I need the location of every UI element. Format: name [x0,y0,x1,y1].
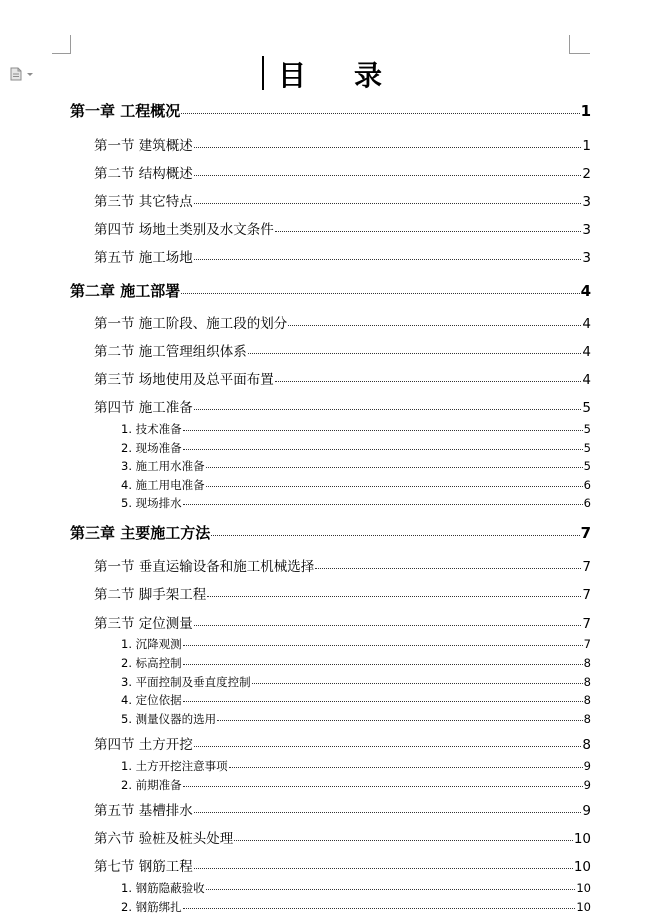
toc-entry-label: 第三章 主要施工方法 [70,524,211,542]
toc-dot-leader [275,381,582,382]
toc-entry[interactable] [94,733,591,753]
toc-dot-leader [217,720,583,721]
toc-entry[interactable] [121,636,591,652]
toc-entry[interactable] [94,246,591,266]
toc-entry-page: 7 [582,559,591,575]
toc-entry[interactable] [121,777,591,793]
toc-entry[interactable] [121,711,591,727]
toc-entry[interactable] [94,396,591,416]
toc-entry-label: 第四节 施工准备 [94,400,193,416]
toc-entry[interactable] [70,280,591,301]
toc-dot-leader [252,683,583,684]
toc-entry[interactable] [94,583,591,603]
toc-entry-page: 9 [582,803,591,819]
toc-entry[interactable] [94,218,591,238]
toc-entry[interactable] [121,880,591,896]
toc-dot-leader [315,568,581,569]
toc-dot-leader [194,812,582,813]
toc-entry-page: 2 [582,166,591,182]
toc-entry-page: 3 [582,194,591,210]
toc-entry-label: 1. 钢筋隐蔽验收 [121,881,205,895]
toc-entry-label: 第一节 建筑概述 [94,138,193,154]
toc-entry-label: 3. 平面控制及垂直度控制 [121,675,251,689]
toc-entry-page: 8 [583,693,591,707]
toc-entry[interactable] [121,458,591,474]
toc-entry-label: 2. 标高控制 [121,656,182,670]
toc-dot-leader [183,701,583,702]
toc-entry-label: 2. 钢筋绑扎 [121,900,182,914]
toc-entry[interactable] [94,799,591,819]
toc-dot-leader [183,645,583,646]
toc-dot-leader [206,467,583,468]
toc-dot-leader [194,868,573,869]
toc-entry-page: 8 [583,656,591,670]
toc-entry-page: 8 [583,675,591,689]
title-right-char: 录 [354,59,385,92]
toc-entry[interactable] [121,674,591,690]
toc-dot-leader [194,625,582,626]
toc-entry[interactable] [70,522,591,543]
toc-dot-leader [183,786,583,787]
toc-dot-leader [194,259,582,260]
toc-entry[interactable] [121,477,591,493]
toc-entry-label: 1. 沉降观测 [121,637,182,651]
toc-entry-page: 9 [583,778,591,792]
toc-dot-leader [206,486,583,487]
toc-entry[interactable] [70,100,591,121]
toc-entry-label: 第五节 施工场地 [94,250,193,266]
toc-entry[interactable] [121,421,591,437]
toc-entry-page: 8 [583,712,591,726]
toc-dot-leader [194,746,582,747]
toc-entry-page: 4 [582,372,591,388]
toc-entry-page: 4 [580,282,591,300]
title-left-char: 目 [277,59,308,92]
toc-entry-page: 4 [582,344,591,360]
toc-dot-leader [194,175,582,176]
toc-entry-page: 5 [583,459,591,473]
toc-entry-label: 5. 测量仪器的选用 [121,712,217,726]
toc-entry-page: 9 [583,759,591,773]
toc-entry-label: 第三节 其它特点 [94,194,193,210]
toc-entry[interactable] [121,495,591,511]
toc-entry-page: 4 [582,316,591,332]
toc-entry-page: 10 [573,831,591,847]
toc-dot-leader [248,353,582,354]
toc-entry[interactable] [121,758,591,774]
toc-entry-label: 第七节 钢筋工程 [94,859,193,875]
toc-entry-page: 10 [573,859,591,875]
toc-entry-label: 5. 现场排水 [121,496,182,510]
toc-entry-label: 第一节 垂直运输设备和施工机械选择 [94,559,315,575]
toc-entry-page: 3 [582,250,591,266]
toc-entry[interactable] [94,612,591,632]
toc-entry-label: 3. 施工用水准备 [121,459,205,473]
toc-entry-label: 第一节 施工阶段、施工段的划分 [94,316,288,332]
toc-dot-leader [207,596,581,597]
toc-dot-leader [183,908,576,909]
toc-entry-label: 第三节 定位测量 [94,616,193,632]
toc-entry-page: 5 [583,441,591,455]
toc-entry[interactable] [94,162,591,182]
toc-entry[interactable] [121,899,591,915]
toc-dot-leader [194,147,582,148]
toc-dot-leader [183,504,583,505]
toc-entry[interactable] [121,440,591,456]
toc-entry-page: 7 [583,637,591,651]
toc-entry-label: 1. 技术准备 [121,422,182,436]
toc-dot-leader [229,767,583,768]
toc-entry-label: 第二节 结构概述 [94,166,193,182]
toc-entry-page: 7 [582,587,591,603]
toc-dot-leader [181,293,579,294]
toc-entry[interactable] [121,655,591,671]
toc-entry-label: 第二节 脚手架工程 [94,587,207,603]
toc-entry[interactable] [94,827,591,847]
toc-entry[interactable] [94,340,591,360]
toc-entry-label: 第四节 土方开挖 [94,737,193,753]
toc-dot-leader [183,664,583,665]
toc-entry-label: 2. 前期准备 [121,778,182,792]
toc-dot-leader [194,203,582,204]
toc-entry-page: 8 [582,737,591,753]
toc-entry-page: 10 [576,881,591,895]
toc-entry[interactable] [94,555,591,575]
toc-dot-leader [183,449,583,450]
toc-entry-label: 第一章 工程概况 [70,102,181,120]
toc-entry-page: 1 [582,138,591,154]
toc-entry-page: 7 [582,616,591,632]
toc-entry-page: 5 [582,400,591,416]
toc-entry-page: 5 [583,422,591,436]
toc-entry-label: 第三节 场地使用及总平面布置 [94,372,274,388]
toc-dot-leader [234,840,573,841]
toc-entry[interactable] [94,855,591,875]
toc-dot-leader [183,430,583,431]
toc-entry-page: 1 [580,102,591,120]
toc-entry[interactable] [94,312,591,332]
toc-entry-label: 2. 现场准备 [121,441,182,455]
toc-dot-leader [181,113,579,114]
toc-dot-leader [288,325,581,326]
toc-entry-label: 第四节 场地土类别及水文条件 [94,222,274,238]
toc-entry-page: 6 [583,478,591,492]
toc-entry-label: 4. 施工用电准备 [121,478,205,492]
toc-entry[interactable] [94,190,591,210]
toc-entry-page: 10 [576,900,591,914]
toc-entry-label: 第二节 施工管理组织体系 [94,344,247,360]
toc-entry-label: 第二章 施工部署 [70,282,181,300]
toc-dot-leader [206,889,576,890]
toc-entry-page: 6 [583,496,591,510]
toc-entry-page: 7 [580,524,591,542]
toc-entry-label: 第六节 验桩及桩头处理 [94,831,234,847]
toc-entry-page: 3 [582,222,591,238]
toc-entry[interactable] [94,134,591,154]
toc-dot-leader [275,231,582,232]
toc-entry[interactable] [121,692,591,708]
toc-entry-label: 1. 土方开挖注意事项 [121,759,228,773]
toc-entry-label: 第五节 基槽排水 [94,803,193,819]
toc-entry[interactable] [94,368,591,388]
toc-entry-label: 4. 定位依据 [121,693,182,707]
toc-dot-leader [194,409,582,410]
toc-dot-leader [211,535,579,536]
